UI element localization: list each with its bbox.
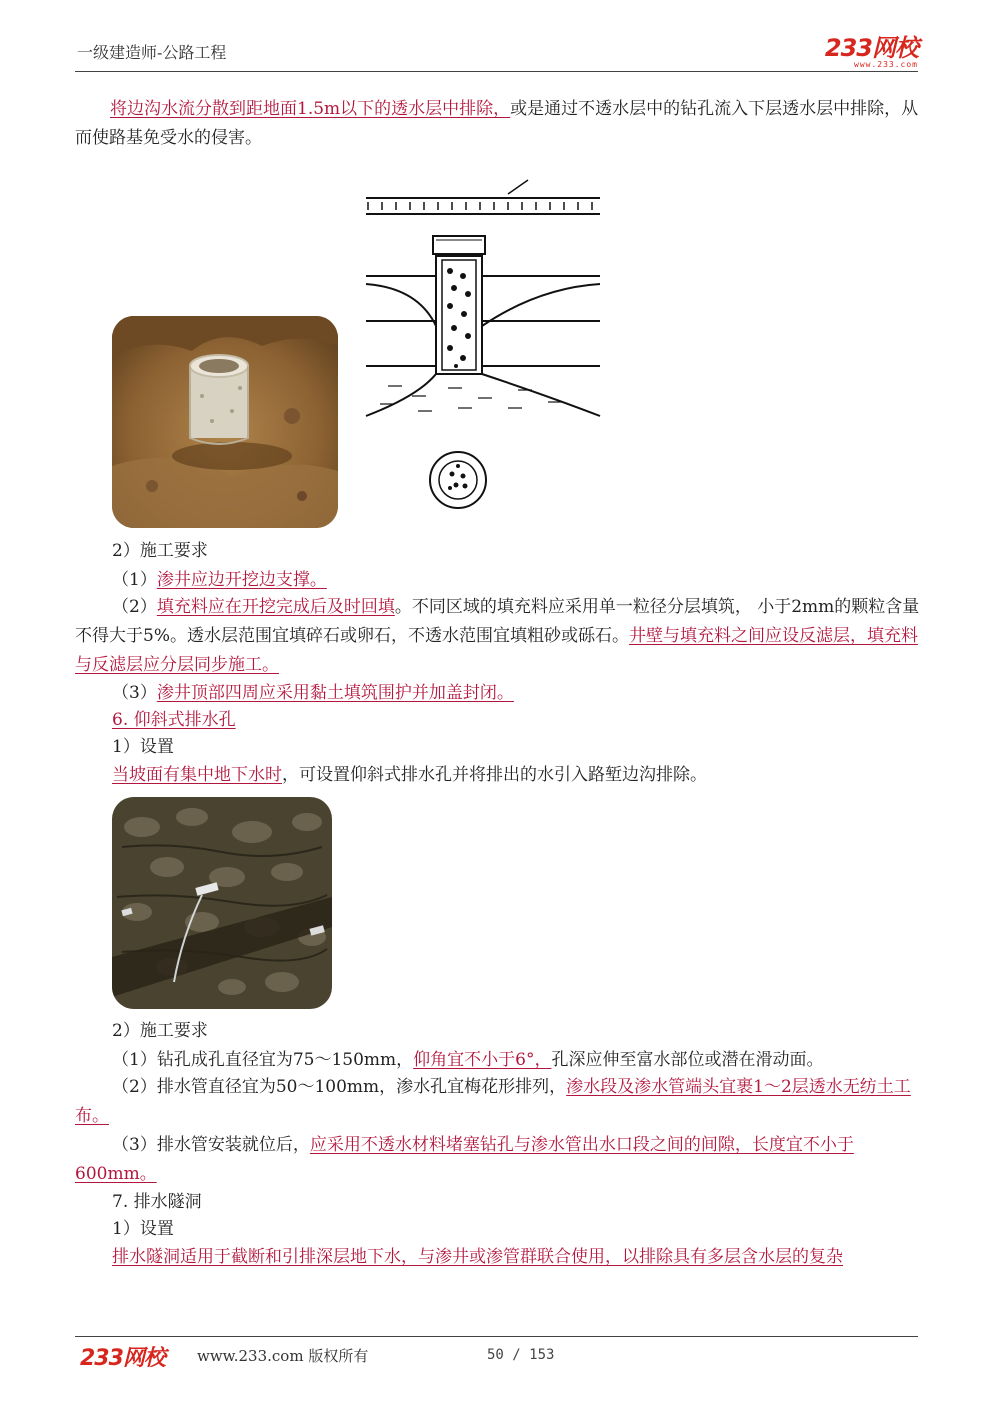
footer-copyright: www.233.com 版权所有 — [197, 1347, 369, 1365]
seepage-req1 — [112, 566, 327, 594]
section-6-req2-text: （2）排水管直径宜为50～100mm，渗水孔宜梅花形排列， — [112, 1077, 567, 1097]
seepage-req2-text: 。不同区域的填充料应采用单一粒径分层填筑， 小于2mm的颗粒含量不得大于5%。透水层范围宜填碎石或卵石，不透水范围宜填粗砂或砾石。 — [75, 597, 920, 646]
section-6-req2 — [75, 1073, 920, 1131]
seepage-req1-highlight: 渗井应边开挖边支撑。 — [156, 570, 327, 590]
seepage-well-diagram — [358, 176, 608, 510]
header-divider — [75, 71, 918, 72]
section-6-req1-highlight: 仰角宜不小于6°， — [413, 1050, 552, 1070]
section-6-req2-highlight: 渗水段及渗水管端头宜裹1～2层透水无纺土工布。 — [75, 1077, 911, 1126]
section-6-setup-text — [112, 761, 707, 789]
section-6-req1-text-a: （1）钻孔成孔直径宜为75～150mm， — [112, 1050, 414, 1070]
seepage-req2-prefix: （2） — [112, 597, 157, 617]
section-6-req1 — [112, 1046, 823, 1074]
seepage-req1-prefix: （1） — [112, 570, 157, 590]
header-logo — [825, 28, 918, 69]
seepage-construction-heading: 2）施工要求 — [112, 541, 208, 561]
header-logo-text: 233网校 — [824, 34, 918, 62]
intro-highlight: 将边沟水流分散到距地面1.5m以下的透水层中排除， — [110, 99, 511, 119]
seepage-req3 — [112, 679, 514, 707]
seepage-req2-highlight-2: 井壁与填充料之间应设反滤层，填充料与反滤层应分层同步施工。 — [75, 626, 918, 675]
seepage-req3-highlight: 渗井顶部四周应采用黏土填筑围护并加盖封闭。 — [156, 683, 514, 703]
section-7-setup-heading: 1）设置 — [112, 1219, 174, 1239]
section-6-req3 — [75, 1131, 920, 1189]
section-6-heading: 6. 仰斜式排水孔 — [112, 710, 236, 730]
section-7-setup-highlight: 排水隧洞适用于截断和引排深层地下水，与渗井或渗管群联合使用，以排除具有多层含水层的复杂 — [112, 1247, 843, 1267]
section-6-setup-heading: 1）设置 — [112, 737, 174, 757]
footer-logo: 233网校 — [80, 1346, 165, 1371]
section-6-setup-highlight: 当坡面有集中地下水时 — [112, 765, 282, 785]
section-6-req3-text: （3）排水管安装就位后， — [112, 1135, 310, 1155]
footer-divider — [75, 1336, 918, 1337]
section-6-setup-rest: ，可设置仰斜式排水孔并将排出的水引入路堑边沟排除。 — [282, 765, 707, 785]
header-logo-url: www.233.com — [854, 60, 918, 69]
section-6-req3-highlight: 应采用不透水材料堵塞钻孔与渗水管出水口段之间的间隙，长度宜不小于600mm。 — [75, 1135, 854, 1184]
drainage-hole-photo — [112, 797, 332, 1009]
seepage-req3-prefix: （3） — [112, 683, 157, 703]
intro-text: 或是通过不透水层中的钻孔流入下层透水层中排除，从而使路基免受水的侵害。 — [75, 99, 919, 148]
section-6-req1-text-b: 孔深应伸至富水部位或潜在滑动面。 — [551, 1050, 824, 1070]
seepage-req2-highlight-1: 填充料应在开挖完成后及时回填 — [156, 597, 395, 617]
intro-paragraph — [75, 95, 920, 153]
section-6-construction-heading: 2）施工要求 — [112, 1021, 208, 1041]
seepage-req2 — [75, 593, 920, 680]
seepage-well-photo — [112, 316, 338, 528]
section-7-heading: 7. 排水隧洞 — [112, 1192, 202, 1212]
page-number: 50 / 153 — [487, 1347, 555, 1363]
header-title: 一级建造师-公路工程 — [77, 43, 227, 62]
